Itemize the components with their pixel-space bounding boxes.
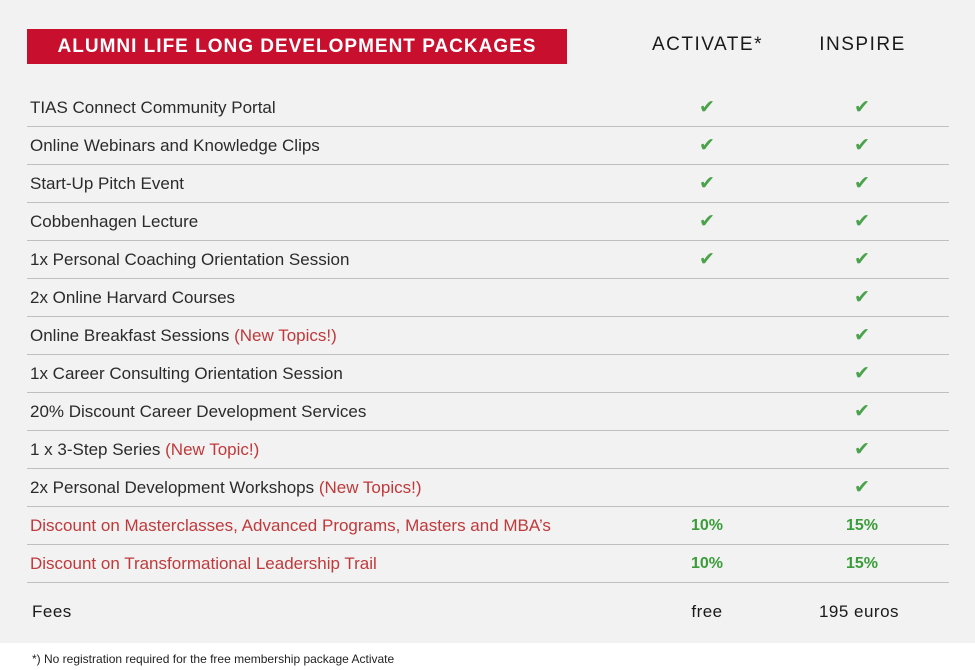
- feature-label: 1x Personal Coaching Orientation Session: [30, 249, 350, 269]
- inspire-discount-value: 15%: [845, 516, 879, 534]
- table-row: [27, 393, 949, 431]
- inspire-check-icon: ✔: [854, 97, 870, 118]
- feature-label: 20% Discount Career Development Services: [30, 401, 367, 421]
- inspire-check-icon: ✔: [854, 325, 870, 346]
- table-row: [27, 355, 949, 393]
- inspire-check-icon: ✔: [854, 173, 870, 194]
- discount-row: [27, 545, 949, 583]
- discount-label: Discount on Transformational Leadership Trail: [30, 553, 377, 573]
- inspire-fee: 195 euros: [818, 602, 900, 621]
- column-header-inspire: INSPIRE: [819, 34, 906, 55]
- inspire-check-icon: ✔: [854, 477, 870, 498]
- table-row: [27, 279, 949, 317]
- feature-label: TIAS Connect Community Portal: [30, 97, 276, 117]
- table-row: [27, 203, 949, 241]
- inspire-check-icon: ✔: [854, 135, 870, 156]
- table-row: [27, 89, 949, 127]
- table-row: [27, 127, 949, 165]
- activate-discount-value: 10%: [690, 554, 724, 572]
- feature-label: Cobbenhagen Lecture: [30, 211, 199, 231]
- table-row: [27, 469, 949, 507]
- inspire-check-icon: ✔: [854, 401, 870, 422]
- table-row: [27, 241, 949, 279]
- feature-label: 2x Personal Development Workshops (New Topics!): [30, 477, 422, 497]
- table-row: [27, 317, 949, 355]
- table-row: [27, 431, 949, 469]
- inspire-check-icon: ✔: [854, 439, 870, 460]
- activate-check-icon: ✔: [699, 135, 715, 156]
- inspire-check-icon: ✔: [854, 211, 870, 232]
- activate-check-icon: ✔: [699, 97, 715, 118]
- feature-label: 2x Online Harvard Courses: [30, 287, 236, 307]
- activate-check-icon: ✔: [699, 173, 715, 194]
- packages-title: ALUMNI LIFE LONG DEVELOPMENT PACKAGES: [27, 29, 567, 64]
- inspire-check-icon: ✔: [854, 287, 870, 308]
- activate-check-icon: ✔: [699, 249, 715, 270]
- inspire-check-icon: ✔: [854, 249, 870, 270]
- feature-label: 1x Career Consulting Orientation Session: [30, 363, 343, 383]
- table-row: [27, 165, 949, 203]
- feature-label: Start-Up Pitch Event: [30, 173, 185, 193]
- activate-check-icon: ✔: [699, 211, 715, 232]
- feature-label: 1 x 3-Step Series (New Topic!): [30, 439, 260, 459]
- column-header-activate: ACTIVATE*: [652, 34, 763, 55]
- activate-fee: free: [691, 602, 723, 621]
- inspire-discount-value: 15%: [845, 554, 879, 572]
- discount-label: Discount on Masterclasses, Advanced Programs, Masters and MBA’s: [30, 515, 551, 535]
- activate-discount-value: 10%: [690, 516, 724, 534]
- discount-row: [27, 507, 949, 545]
- fees-label: Fees: [32, 602, 72, 621]
- feature-table: [27, 89, 949, 583]
- fees-row: [27, 592, 949, 630]
- feature-label: Online Breakfast Sessions (New Topics!): [30, 325, 337, 345]
- feature-label: Online Webinars and Knowledge Clips: [30, 135, 320, 155]
- inspire-check-icon: ✔: [854, 363, 870, 384]
- footnote: *) No registration required for the free membership package Activate: [32, 652, 395, 666]
